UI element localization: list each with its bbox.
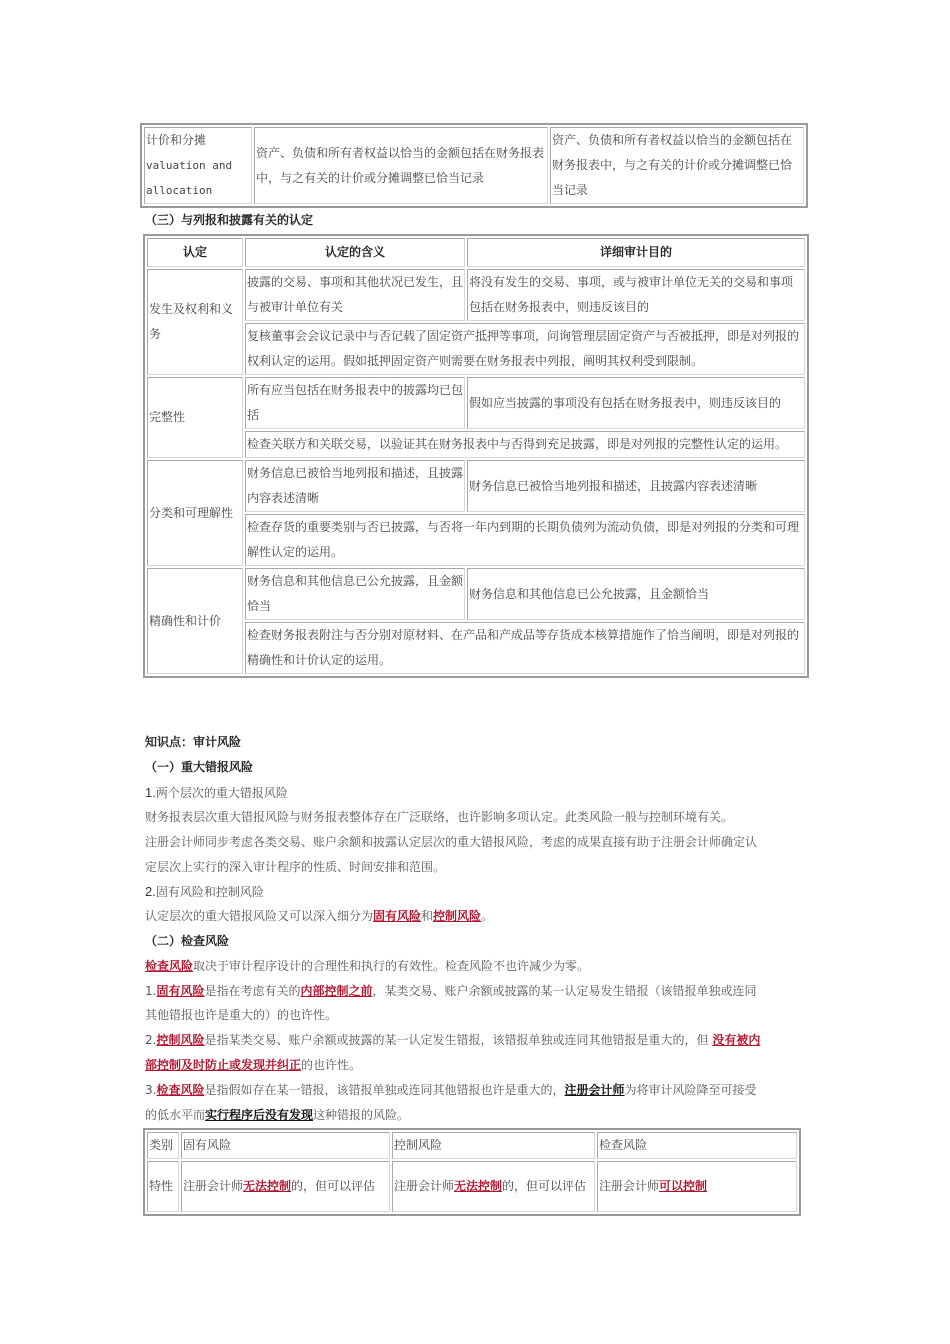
assertion-cell: 分类和可理解性: [147, 460, 243, 566]
table-row: [147, 431, 805, 458]
example-cell: 检查财务报表附注与否分别对原材料、在产品和产成品等存货成本核算措施作了恰当阐明，即是对列报的精确性和计价认定的运用。: [245, 622, 805, 674]
paragraph: 定层次上实行的深入审计程序的性质、时间安排和范围。: [145, 860, 446, 874]
header-cell: 检查风险: [597, 1132, 797, 1159]
highlight-term: 内部控制之前: [300, 984, 373, 998]
table-row: [147, 622, 805, 674]
paragraph: 认定层次的重大错报风险又可以深入细分为固有风险和控制风险。: [145, 909, 494, 923]
paragraph: 2.控制风险是指某类交易、账户余额或披露的某一认定发生错报，该错报单独或连同其他错报是重大的，但 没有被内: [145, 1033, 761, 1047]
assertion-cell: 精确性和计价: [147, 568, 243, 674]
trait-cell: 注册会计师无法控制的，但可以评估: [392, 1161, 595, 1212]
table-row: [147, 1161, 797, 1212]
paragraph: 1.固有风险是指在考虑有关的内部控制之前，某类交易、账户余额或披露的某一认定易发生错报（该错报单独或连同: [145, 984, 757, 998]
meaning-cell: 所有应当包括在财务报表中的披露均已包括: [245, 377, 465, 429]
disclosure-table: [143, 234, 809, 678]
paragraph: 部控制及时防止或发现并纠正的也许性。: [145, 1058, 362, 1072]
example-cell: 检查存货的重要类别与否已披露，与否将一年内到期的长期负债列为流动负债，即是对列报的分类和可理解性认定的运用。: [245, 514, 805, 566]
section-title: （三）与列报和披露有关的认定: [145, 213, 314, 227]
highlight-term: 没有被内: [712, 1033, 761, 1047]
meaning-cell: 资产、负债和所有者权益以恰当的金额包括在财务报表中，与之有关的计价或分摊调整已恰当记录: [254, 127, 548, 204]
example-cell: 复核董事会会议记录中与否记载了固定资产抵押等事项，问询管理层固定资产与否被抵押，即是对列报的权利认定的运用。假如抵押固定资产则需要在财务报表中列报，阐明其权利受到限制。: [245, 323, 805, 375]
header-cell: 认定的含义: [245, 238, 465, 267]
header-cell: 固有风险: [181, 1132, 390, 1159]
objective-cell: 财务信息已被恰当地列报和描述，且披露内容表述清晰: [467, 460, 805, 512]
meaning-cell: 财务信息已被恰当地列报和描述，且披露内容表述清晰: [245, 460, 465, 512]
highlight-term: 无法控制: [243, 1179, 292, 1193]
table-row: [144, 127, 804, 204]
highlight-term: 注册会计师: [564, 1083, 625, 1097]
assertion-cell: 发生及权利和义务: [147, 269, 243, 375]
row-label: 特性: [147, 1161, 179, 1212]
risk-comparison-table: [143, 1128, 801, 1216]
subsection-title: （二）检查风险: [145, 934, 230, 948]
header-cell: 控制风险: [392, 1132, 595, 1159]
assertion-cell: [144, 127, 252, 204]
table-header-row: [147, 238, 805, 267]
highlight-term: 检查风险: [156, 1083, 205, 1097]
trait-cell: 注册会计师可以控制: [597, 1161, 797, 1212]
paragraph: 注册会计师同步考虑各类交易、账户余额和披露认定层次的重大错报风险，考虑的成果直接有助于注册会计师确定认: [145, 835, 758, 849]
paragraph: 的低水平而实行程序后没有发现这种错报的风险。: [145, 1108, 410, 1122]
assertion-label-en: allocation: [146, 184, 213, 197]
header-cell: 详细审计目的: [467, 238, 805, 267]
paragraph: 财务报表层次重大错报风险与财务报表整体存在广泛联络，也许影响多项认定。此类风险一般与控制环境有关。: [145, 810, 734, 824]
objective-cell: 将没有发生的交易、事项，或与被审计单位无关的交易和事项包括在财务报表中，则违反该目的: [467, 269, 805, 321]
table-row: [147, 514, 805, 566]
header-cell: 类别: [147, 1132, 179, 1159]
highlight-term: 固有风险: [373, 909, 422, 923]
highlight-term: 检查风险: [145, 959, 194, 973]
assertion-label-cn: 计价和分摊: [146, 133, 207, 147]
meaning-cell: 披露的交易、事项和其他状况已发生，且与被审计单位有关: [245, 269, 465, 321]
valuation-table: [140, 123, 808, 208]
paragraph: 2.固有风险和控制风险: [145, 884, 264, 899]
highlight-term: 控制风险: [433, 909, 482, 923]
paragraph: 检查风险取决于审计程序设计的合理性和执行的有效性。检查风险不也许减少为零。: [145, 959, 590, 973]
objective-cell: 资产、负债和所有者权益以恰当的金额包括在财务报表中，与之有关的计价或分摊调整已恰当记录: [550, 127, 804, 204]
paragraph: 其他错报也许是重大的）的也许性。: [145, 1008, 338, 1022]
highlight-term: 固有风险: [156, 984, 205, 998]
table-row: [147, 460, 805, 512]
trait-cell: 注册会计师无法控制的，但可以评估: [181, 1161, 390, 1212]
objective-cell: 财务信息和其他信息已公允披露，且金额恰当: [467, 568, 805, 620]
paragraph: 3.检查风险是指假如存在某一错报，该错报单独或连同其他错报也许是重大的，注册会计师为将审计风险降至可接受: [145, 1083, 757, 1097]
highlight-term: 部控制及时防止或发现并纠正: [145, 1058, 302, 1072]
highlight-term: 控制风险: [156, 1033, 205, 1047]
paragraph: 1.两个层次的重大错报风险: [145, 785, 288, 800]
example-cell: 检查关联方和关联交易，以验证其在财务报表中与否得到充足披露，即是对列报的完整性认定的运用。: [245, 431, 805, 458]
assertion-cell: 完整性: [147, 377, 243, 458]
table-row: [147, 323, 805, 375]
highlight-term: 实行程序后没有发现: [205, 1108, 314, 1122]
objective-cell: 假如应当披露的事项没有包括在财务报表中，则违反该目的: [467, 377, 805, 429]
highlight-term: 可以控制: [659, 1179, 708, 1193]
table-row: [147, 568, 805, 620]
knowledge-title: 知识点：审计风险: [145, 735, 242, 749]
assertion-label-en: valuation and: [146, 159, 233, 172]
table-row: [147, 377, 805, 429]
table-row: [147, 269, 805, 321]
header-cell: 认定: [147, 238, 243, 267]
table-header-row: [147, 1132, 797, 1159]
subsection-title: （一）重大错报风险: [145, 760, 254, 774]
highlight-term: 无法控制: [454, 1179, 503, 1193]
meaning-cell: 财务信息和其他信息已公允披露，且金额恰当: [245, 568, 465, 620]
